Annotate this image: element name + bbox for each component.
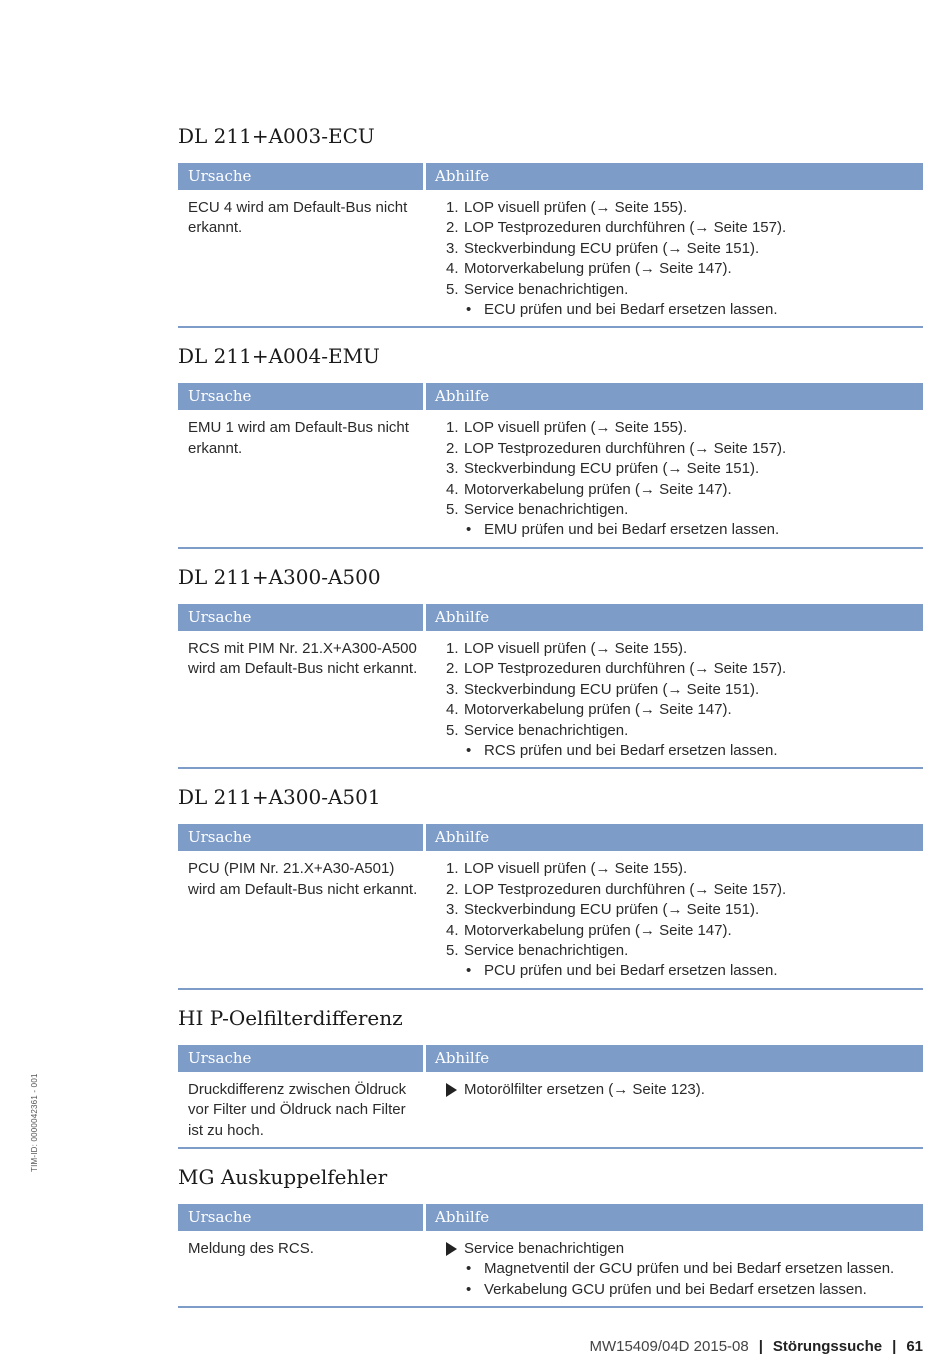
column-header-cause: Ursache bbox=[178, 1204, 423, 1231]
remedy-substep: • RCS prüfen und bei Bedarf ersetzen lassen. bbox=[446, 741, 923, 761]
remedy-list bbox=[426, 639, 923, 761]
chapter-title: Störungssuche bbox=[772, 1338, 883, 1355]
cause-text: Meldung des RCS. bbox=[188, 1239, 314, 1257]
document-number: MW15409/04D 2015-08 bbox=[589, 1338, 749, 1355]
remedy-step: 3. Steckverbindung ECU prüfen (→ Seite 151). bbox=[446, 460, 760, 478]
document-page bbox=[178, 122, 923, 1308]
remedy-step: 1. LOP visuell prüfen (→ Seite 155). bbox=[446, 199, 688, 216]
bullet-icon: • bbox=[466, 1280, 472, 1298]
bullet-icon: • bbox=[466, 1260, 472, 1278]
remedy-step: 5. Service benachrichtigen. bbox=[446, 721, 629, 739]
remedy-action: Service benachrichtigen bbox=[446, 1239, 923, 1259]
section-mg-auskuppelfehler bbox=[178, 1163, 923, 1308]
section-title: MG Auskuppelfehler bbox=[178, 1164, 388, 1189]
table-row bbox=[178, 1231, 923, 1308]
table-header bbox=[178, 383, 923, 410]
remedy-step: 4. Motorverkabelung prüfen (→ Seite 147). bbox=[446, 480, 732, 498]
remedy-step: 4. Motorverkabelung prüfen (→ Seite 147). bbox=[446, 921, 732, 939]
remedy-action: Motorölfilter ersetzen (→ Seite 123). bbox=[446, 1080, 923, 1100]
remedy-step: 3. Steckverbindung ECU prüfen (→ Seite 151). bbox=[446, 680, 760, 698]
table-header bbox=[178, 1204, 923, 1231]
remedy-step: 2. LOP Testprozeduren durchführen (→ Seite 157). bbox=[446, 660, 787, 678]
table-row bbox=[178, 190, 923, 328]
section-dl-a300-a501 bbox=[178, 783, 923, 989]
tim-id-label: TIM-ID: 0000042361 - 001 bbox=[30, 1073, 39, 1172]
remedy-step: 3. Steckverbindung ECU prüfen (→ Seite 151). bbox=[446, 901, 760, 919]
cause-text: RCS mit PIM Nr. 21.X+A300-A500 wird am Default-Bus nicht erkannt. bbox=[188, 639, 418, 678]
action-triangle-icon bbox=[446, 1083, 457, 1097]
column-header-cause: Ursache bbox=[178, 604, 423, 631]
table-header bbox=[178, 824, 923, 851]
column-header-cause: Ursache bbox=[178, 1045, 423, 1072]
column-header-remedy: Abhilfe bbox=[426, 163, 923, 190]
section-title: HI P-Oelfilterdifferenz bbox=[178, 1005, 403, 1030]
remedy-list bbox=[426, 859, 923, 981]
cause-text: ECU 4 wird am Default-Bus nicht erkannt. bbox=[188, 199, 408, 237]
column-header-remedy: Abhilfe bbox=[426, 1204, 923, 1231]
action-triangle-icon bbox=[446, 1242, 457, 1256]
remedy-step: 5. Service benachrichtigen. bbox=[446, 941, 629, 959]
section-dl-a003-ecu bbox=[178, 122, 923, 328]
table-row bbox=[178, 631, 923, 769]
section-title: DL 211+A003-ECU bbox=[178, 124, 375, 148]
remedy-substep: • Verkabelung GCU prüfen und bei Bedarf ersetzen lassen. bbox=[446, 1280, 923, 1300]
bullet-icon: • bbox=[466, 741, 472, 759]
table-row bbox=[178, 1072, 923, 1149]
remedy-step: 2. LOP Testprozeduren durchführen (→ Seite 157). bbox=[446, 439, 787, 457]
section-title: DL 211+A004-EMU bbox=[178, 344, 380, 369]
remedy-list bbox=[426, 198, 923, 320]
table-header bbox=[178, 163, 923, 190]
remedy-step: 4. Motorverkabelung prüfen (→ Seite 147). bbox=[446, 701, 732, 719]
section-hi-p-oelfilterdifferenz bbox=[178, 1004, 923, 1149]
section-dl-a004-emu bbox=[178, 342, 923, 548]
cause-text: EMU 1 wird am Default-Bus nicht erkannt. bbox=[188, 419, 409, 457]
column-header-remedy: Abhilfe bbox=[426, 824, 923, 851]
section-title: DL 211+A300-A501 bbox=[178, 785, 381, 810]
column-header-remedy: Abhilfe bbox=[426, 604, 923, 631]
remedy-substep: • EMU prüfen und bei Bedarf ersetzen lassen. bbox=[446, 520, 923, 540]
remedy-substep: • PCU prüfen und bei Bedarf ersetzen lassen. bbox=[446, 961, 923, 981]
remedy-step: 5. Service benachrichtigen. bbox=[446, 501, 629, 519]
cause-text: Druckdifferenz zwischen Öldruck vor Filter und Öldruck nach Filter ist zu hoch. bbox=[188, 1080, 407, 1139]
table-row bbox=[178, 410, 923, 548]
column-header-cause: Ursache bbox=[178, 163, 423, 190]
remedy-substep: • ECU prüfen und bei Bedarf ersetzen lassen. bbox=[446, 300, 923, 320]
section-dl-a300-a500 bbox=[178, 563, 923, 769]
remedy-step: 1. LOP visuell prüfen (→ Seite 155). bbox=[446, 639, 688, 657]
bullet-icon: • bbox=[466, 301, 472, 319]
page-footer: MW15409/04D 2015-08 | Störungssuche | 61 bbox=[589, 1338, 923, 1355]
column-header-remedy: Abhilfe bbox=[426, 1045, 923, 1072]
remedy-list bbox=[426, 418, 923, 540]
column-header-cause: Ursache bbox=[178, 824, 423, 851]
remedy-step: 1. LOP visuell prüfen (→ Seite 155). bbox=[446, 860, 688, 878]
remedy-step: 1. LOP visuell prüfen (→ Seite 155). bbox=[446, 419, 688, 437]
remedy-step: 4. Motorverkabelung prüfen (→ Seite 147). bbox=[446, 260, 732, 278]
table-row bbox=[178, 851, 923, 989]
remedy-step: 3. Steckverbindung ECU prüfen (→ Seite 151). bbox=[446, 239, 760, 257]
column-header-remedy: Abhilfe bbox=[426, 383, 923, 410]
section-title: DL 211+A300-A500 bbox=[178, 564, 381, 589]
remedy-step: 2. LOP Testprozeduren durchführen (→ Seite 157). bbox=[446, 219, 787, 237]
cause-text: PCU (PIM Nr. 21.X+A30-A501) wird am Default-Bus nicht erkannt. bbox=[188, 860, 418, 898]
bullet-icon: • bbox=[466, 962, 472, 980]
bullet-icon: • bbox=[466, 521, 472, 539]
table-header bbox=[178, 604, 923, 631]
page-number: 61 bbox=[906, 1338, 923, 1355]
remedy-step: 2. LOP Testprozeduren durchführen (→ Seite 157). bbox=[446, 880, 787, 898]
remedy-list bbox=[426, 1080, 923, 1141]
column-header-cause: Ursache bbox=[178, 383, 423, 410]
table-header bbox=[178, 1045, 923, 1072]
remedy-list bbox=[426, 1239, 923, 1300]
remedy-substep: • Magnetventil der GCU prüfen und bei Bedarf ersetzen lassen. bbox=[446, 1259, 923, 1279]
remedy-step: 5. Service benachrichtigen. bbox=[446, 280, 629, 298]
